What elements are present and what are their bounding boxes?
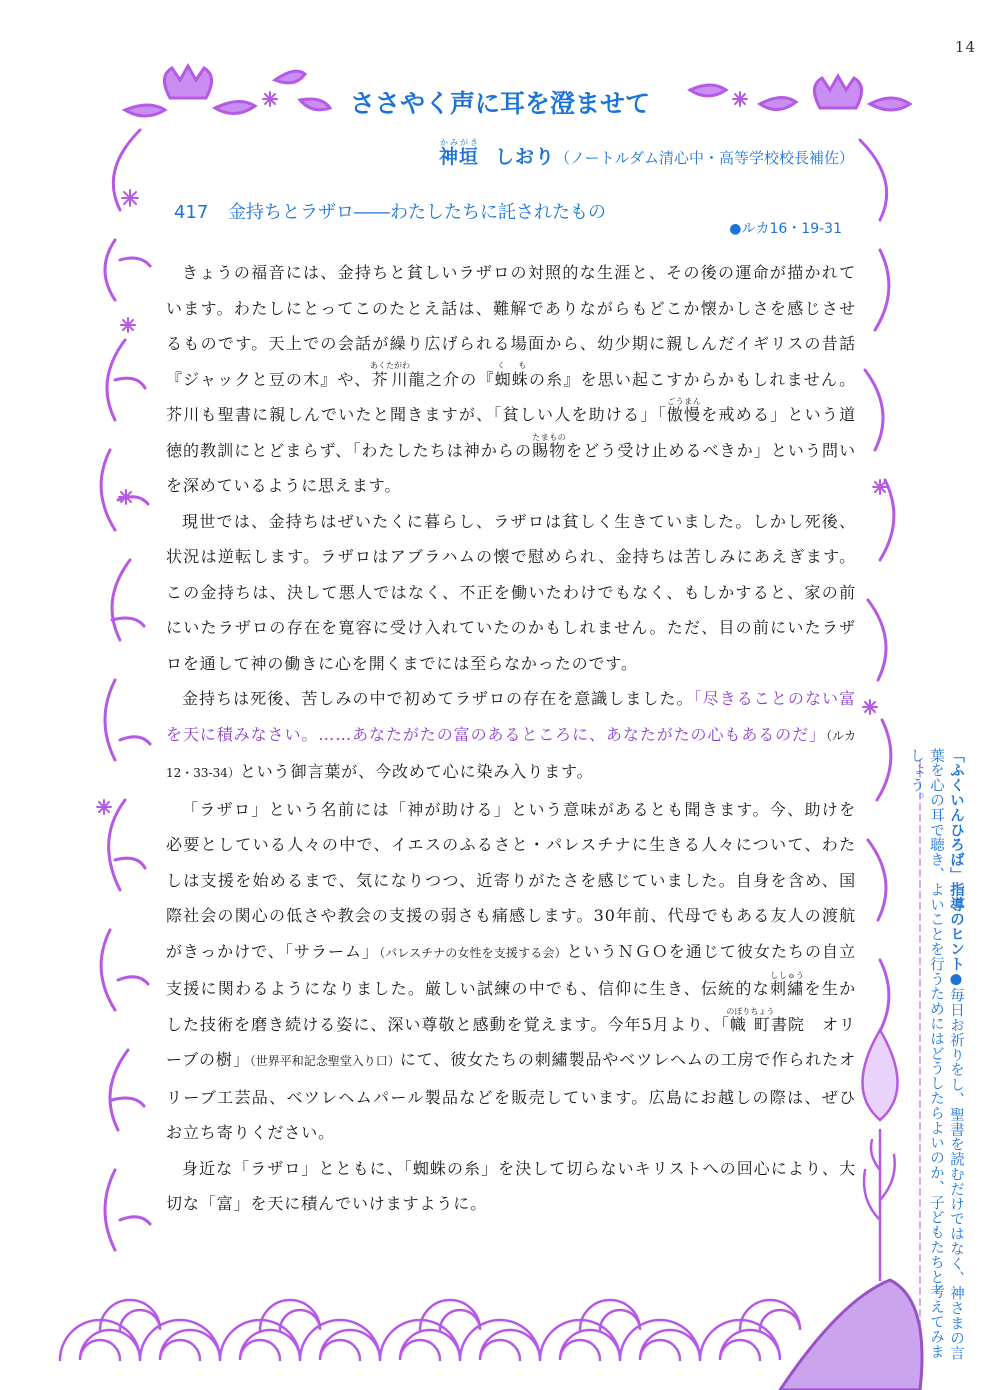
article-body [166,255,856,1222]
vine-icon [860,140,887,220]
vine-icon [868,840,886,920]
leaf-icon [275,71,305,83]
vine-icon [109,800,125,890]
vine-icon [107,340,125,420]
hint-text: 毎日お祈りをし、聖書を読むだけではなく、神さまの言葉を心の耳で聴き、よいことを行うためにはどうしたらよいのか、子どもたちと考えてみましょう。 [908,748,964,1361]
paragraph-5: 身近な「ラザロ」とともに、「蜘蛛の糸」を決して切らないキリストへの回心により、大切な「富」を天に積んでいけますように。 [166,1158,856,1213]
vine-icon [868,600,886,680]
vine-icon [113,130,140,210]
scripture-quote: 「尽きることのない富を天に積みなさい。……あなたがたの富のあるところに、あなたがたの心もあるのだ」 [166,689,856,744]
vine-icon [112,560,130,640]
vine-icon [105,1170,115,1250]
vine-icon [877,720,891,800]
vine-icon [875,250,889,330]
vine-icon [110,1050,128,1130]
teaching-hint-sidebar [906,748,966,1368]
paragraph-3: 金持ちは死後、苦しみの中で初めてラザロの存在を意識しました。「尽きることのない富を天に積みなさい。……あなたがたの富のあるところに、あなたがたの心もあるのだ」（ルカ12・33-34）という御言葉が、今改めて心に染み入ります。 [166,689,856,781]
paragraph-1: きょうの福音には、金持ちと貧しいラザロの対照的な生涯と、その後の運命が描かれています。わたしにとってこのたとえ話は、難解でありながらもどこか懐かしさを感じさせるものです。天上での会話が繰り広げられる場面から、幼少期に親しんだイギリスの昔話『ジャックと豆の木』や、芥川あくたがわ龍之介の『蜘蛛く もの糸』を思い起こすからかもしれません。芥川も聖書に親しんでいたと聞きますが、「貧しい人を助ける」「傲慢ごうまんを戒める」という道徳的教訓にとどまらず、「わたしたちは神からの賜物たまものをどう受け止めるべきか」という問いを深めているように思えます。 [166,263,856,495]
scripture-reference: ●ルカ16・19-31 [729,221,842,237]
vine-icon [880,480,894,560]
paragraph-2: 現世では、金持ちはぜいたくに暮らし、ラザロは貧しく生きていました。しかし死後、状況は逆転します。ラザロはアブラハムの懐で慰められ、金持ちは苦しみにあえぎます。この金持ちは、決して悪人ではなく、不正を働いたわけでもなく、もしかすると、家の前にいたラザロの存在を寛容に受け入れていたのかもしれません。ただ、目の前にいたラザロを通して神の働きに心を開くまでには至らなかったのです。 [166,511,856,673]
vine-icon [865,370,883,450]
vine-icon [101,930,115,1010]
vine-icon [875,960,889,1040]
byline [439,138,854,169]
article-number: 417 [174,202,209,223]
star-icon [121,318,135,332]
author-given-name: しおり [495,146,556,168]
author-affiliation: （ノートルダム清心中・高等学校校長補佐） [555,149,854,167]
wave-pattern [60,1300,800,1360]
hill-icon [780,1280,922,1390]
page-number: 14 [954,38,976,56]
vine-icon [105,240,115,300]
vine-icon [101,450,115,530]
series-title: ささやく声に耳を澄ませて [349,89,650,118]
star-icon [122,190,138,206]
star-icon [119,490,133,504]
star-icon [863,700,877,714]
vine-icon [105,680,115,760]
tree-icon [863,1030,898,1280]
article-heading [174,198,606,224]
article-title: 金持ちとラザロ――わたしたちに託されたもの [228,202,606,223]
star-icon [873,480,887,494]
author-family-name: 神垣かみがき [439,138,480,168]
star-icon [97,800,111,814]
hint-title: 「ふくいんひろば」指導のヒント● [948,748,964,988]
paragraph-4: 「ラザロ」という名前には「神が助ける」という意味があるとも聞きます。今、助けを必要としている人々の中で、イエスのふるさと・パレスチナに生きる人々について、わたしは支援を始めるまで、気になりつつ、近寄りがたさを感じていました。自身を含め、国際社会の関心の低さや教会の支援の弱さも痛感します。30年前、代母でもある友人の渡航がきっかけで、「サラーム」（パレスチナの女性を支援する会）というＮＧＯを通じて彼女たちの自立支援に関わるようになりました。厳しい試練の中でも、信仰に生き、伝統的な刺繡ししゅうを生かした技術を磨き続ける姿に、深い尊敬と感動を覚えます。今年5月より、「幟町のぼりちょう書院 オリーブの樹」（世界平和記念聖堂入り口）にて、彼女たちの刺繡製品やベツレヘムの工房で作られたオリーブ工芸品、ベツレヘムパール製品などを販売しています。広島にお越しの際は、ぜひお立ち寄りください。 [166,799,856,1142]
